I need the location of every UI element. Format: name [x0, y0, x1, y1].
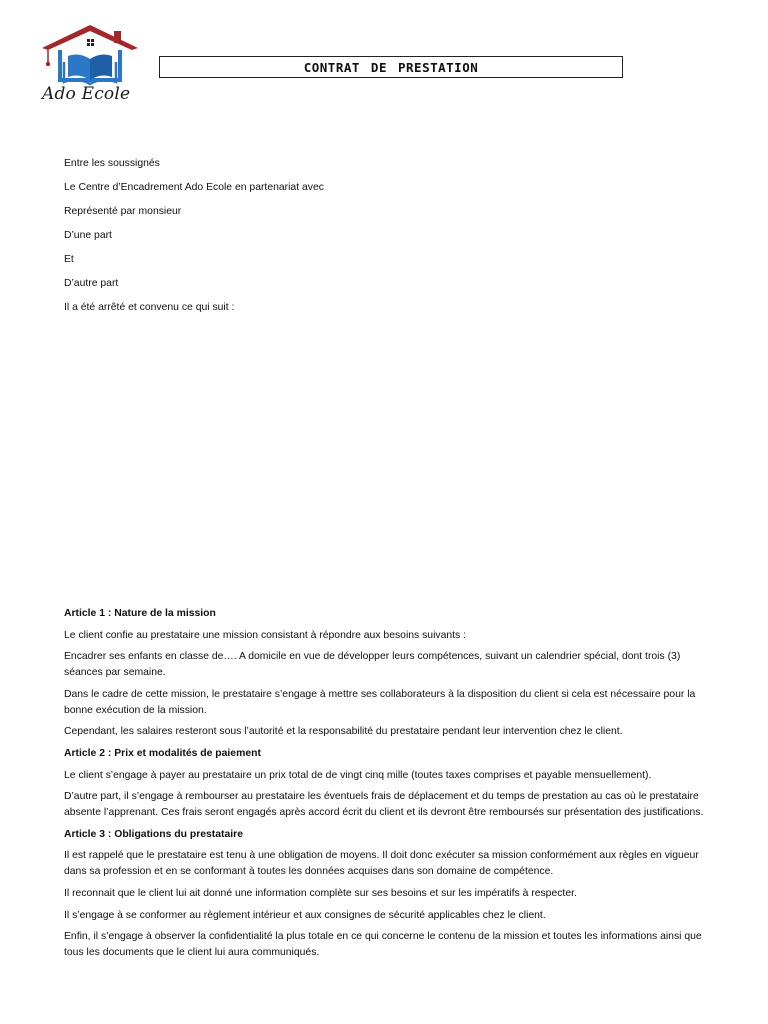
- ado-ecole-logo: [38, 22, 144, 108]
- article-paragraph: Enfin, il s’engage à observer la confidentialité la plus totale en ce qui concerne le contenu de la mission et toutes les informations ainsi que tous les documents que le client lui aura communiqués.: [64, 931, 702, 959]
- intro-line: D’une part: [64, 230, 112, 241]
- articles-section: [64, 606, 710, 967]
- intro-line: Le Centre d’Encadrement Ado Ecole en partenariat avec: [64, 182, 324, 193]
- intro-line: Représenté par monsieur: [64, 206, 182, 217]
- article-paragraph: Dans le cadre de cette mission, le prestataire s’engage à mettre ses collaborateurs à la disposition du client si cela est nécessaire pour la bonne exécution de la mission.: [64, 688, 696, 716]
- logo-text: Ado Ecole: [42, 84, 131, 104]
- article-paragraph: Il est rappelé que le prestataire est tenu à une obligation de moyens. Il doit donc exécuter sa mission conformément aux règles en vigueur dans sa profession et en se conformant à toutes les données acquises dans son domaine de compétence.: [64, 850, 699, 878]
- article-2-heading: Article 2 : Prix et modalités de paiement: [64, 747, 261, 759]
- article-paragraph: Le client s’engage à payer au prestataire un prix total de de vingt cinq mille (toutes taxes comprises et payable mensuellement).: [64, 769, 652, 781]
- intro-section: [64, 156, 710, 324]
- intro-line: Et: [64, 254, 74, 265]
- article-paragraph: Il reconnait que le client lui ait donné une information complète sur ses besoins et sur les impératifs à respecter.: [64, 887, 577, 899]
- article-paragraph: Cependant, les salaires resteront sous l’autorité et la responsabilité du prestataire pendant leur intervention chez le client.: [64, 726, 623, 738]
- intro-line: Il a été arrêté et convenu ce qui suit :: [64, 302, 235, 313]
- document-title: CONTRAT DE PRESTATION: [303, 59, 479, 75]
- document-title-box: [159, 56, 623, 78]
- article-paragraph: Encadrer ses enfants en classe de…. A domicile en vue de développer leurs compétences, suivant un calendrier spécial, dont trois (3) séances par semaine.: [64, 651, 681, 679]
- intro-line: D’autre part: [64, 278, 119, 289]
- house-book-icon: [38, 22, 144, 88]
- article-1-heading: Article 1 : Nature de la mission: [64, 608, 216, 619]
- article-paragraph: D’autre part, il s’engage à rembourser au prestataire les éventuels frais de déplacement et du temps de prestation au cas où le prestataire absente l’apprenant. Ces frais seront engagés après accord écrit du client et ils devront être remboursés sur présentation des justifications.: [64, 791, 704, 819]
- article-3-heading: Article 3 : Obligations du prestataire: [64, 828, 243, 840]
- article-paragraph: Le client confie au prestataire une mission consistant à répondre aux besoins suivants :: [64, 629, 467, 641]
- article-paragraph: Il s’engage à se conformer au règlement intérieur et aux consignes de sécurité applicables chez le client.: [64, 909, 546, 921]
- intro-line: Entre les soussignés: [64, 158, 160, 169]
